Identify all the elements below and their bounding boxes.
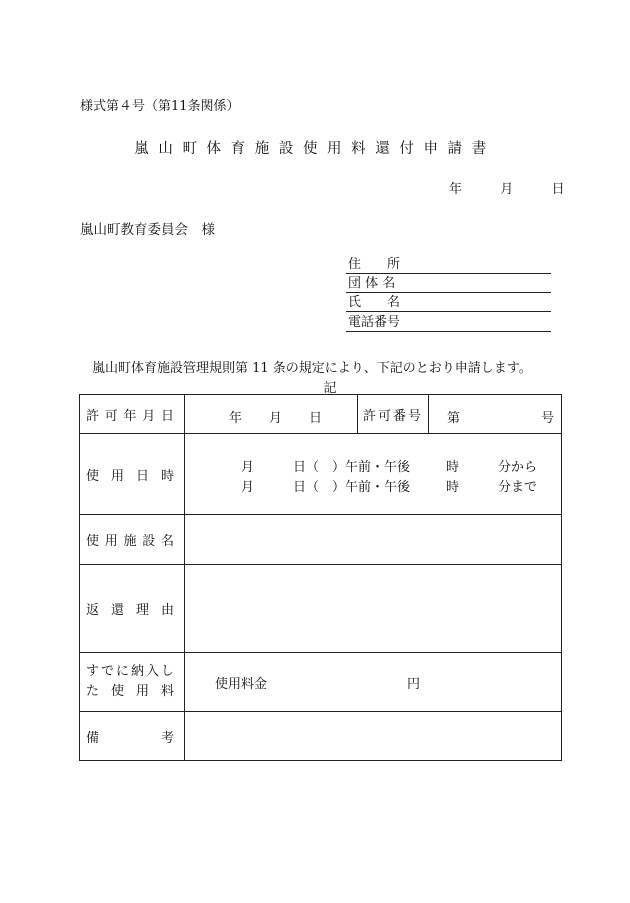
label-glyph: 許 — [86, 408, 100, 424]
reason-input-cell[interactable] — [185, 565, 562, 653]
usage-datetime-label — [86, 465, 174, 484]
paid-fee-content — [185, 653, 561, 711]
paid-fee-label-line2 — [86, 682, 174, 702]
table-row — [80, 565, 562, 653]
paid-fee-label-line1 — [86, 662, 174, 682]
label-glyph: 設 — [142, 534, 156, 549]
table-row — [80, 395, 562, 434]
usage-datetime-label-cell — [80, 434, 185, 515]
to-ampm: 午前・午後 — [345, 480, 411, 495]
to-month: 月 — [241, 480, 255, 495]
applicant-address-label: 住 所 — [348, 257, 401, 272]
label-glyph: 還 — [110, 603, 124, 618]
remarks-label-a: 備 — [86, 730, 100, 746]
label-glyph: た — [86, 684, 100, 699]
label-glyph: 由 — [160, 603, 174, 618]
statement: 嵐山町体育施設管理規則第 11 条の規定により、下記のとおり申請します。 — [92, 361, 532, 376]
permit-date-month: 月 — [269, 411, 283, 426]
applicant-organization-label: 団 体 名 — [348, 276, 396, 291]
label-glyph: 納 — [130, 664, 144, 679]
label-glyph: 入 — [145, 664, 159, 679]
label-glyph: 使 — [86, 468, 100, 484]
date-day: 日 — [551, 182, 565, 197]
date-year: 年 — [449, 182, 463, 197]
paid-fee-cell[interactable] — [185, 653, 562, 712]
date-line — [449, 178, 565, 197]
permit-date-label — [86, 405, 174, 424]
applicant-name-label: 氏 名 — [348, 295, 401, 310]
permit-number-label-cell — [358, 395, 429, 434]
label-glyph: 可 — [104, 408, 118, 424]
usage-datetime-cell[interactable] — [185, 434, 562, 515]
from-ampm: 午前・午後 — [345, 460, 411, 475]
label-glyph: 使 — [86, 534, 100, 549]
label-glyph: 名 — [160, 534, 174, 549]
remarks-label-b: 考 — [160, 730, 174, 746]
label-glyph: 施 — [123, 534, 137, 549]
from-hour: 時 — [446, 460, 460, 475]
label-glyph: す — [86, 664, 100, 679]
remarks-input-cell[interactable] — [185, 712, 562, 761]
permit-date-label-cell — [80, 395, 185, 434]
to-day: 日（ ） — [293, 480, 346, 495]
facility-label-cell — [80, 515, 185, 565]
permit-number-cell[interactable] — [429, 395, 562, 434]
from-month: 月 — [241, 460, 255, 475]
application-table — [79, 394, 562, 761]
remarks-label-cell — [80, 712, 185, 761]
applicant-phone-label: 電話番号 — [348, 315, 401, 330]
form-number: 様式第４号（第11条関係） — [80, 99, 240, 114]
label-glyph: 月 — [142, 408, 156, 424]
label-glyph: 料 — [160, 684, 174, 699]
ki-heading: 記 — [323, 381, 337, 396]
reason-label — [86, 599, 174, 618]
label-glyph: 年 — [123, 408, 137, 424]
label-glyph: で — [100, 664, 114, 679]
permit-number-label: 許可番号 — [362, 408, 423, 424]
label-glyph: に — [115, 664, 129, 679]
facility-input-cell[interactable] — [185, 515, 562, 565]
label-glyph: 日 — [160, 408, 174, 424]
reason-label-cell — [80, 565, 185, 653]
to-minute: 分まで — [498, 480, 538, 495]
paid-fee-label — [86, 662, 184, 702]
permit-date-content — [185, 395, 357, 433]
to-hour: 時 — [446, 480, 460, 495]
usage-datetime-content — [185, 434, 561, 514]
table-row — [80, 515, 562, 565]
label-glyph: 用 — [135, 684, 149, 699]
table-row — [80, 434, 562, 515]
table-row — [80, 653, 562, 712]
permit-date-year: 年 — [229, 411, 243, 426]
label-glyph: 用 — [110, 468, 124, 484]
date-month: 月 — [500, 182, 514, 197]
label-glyph: 返 — [86, 603, 100, 618]
permit-date-cell[interactable] — [185, 395, 358, 434]
remarks-label — [86, 727, 174, 746]
permit-number-suffix: 号 — [541, 411, 555, 426]
facility-label — [86, 530, 174, 549]
applicant-name-field[interactable] — [346, 293, 551, 312]
addressee: 嵐山町教育委員会 様 — [80, 222, 215, 238]
form-title: 嵐山町体育施設使用料還付申請書 — [134, 141, 496, 157]
applicant-phone-field[interactable] — [346, 313, 551, 332]
label-glyph: し — [160, 664, 174, 679]
from-minute: 分から — [498, 460, 538, 475]
label-glyph: 使 — [110, 684, 124, 699]
table-row — [80, 712, 562, 761]
label-glyph: 理 — [135, 603, 149, 618]
from-day: 日（ ） — [293, 460, 346, 475]
paid-fee-label-cell — [80, 653, 185, 712]
fee-unit: 円 — [407, 677, 421, 692]
label-glyph: 用 — [104, 534, 118, 549]
permit-number-content — [429, 395, 561, 433]
permit-date-day: 日 — [309, 411, 323, 426]
label-glyph: 日 — [135, 468, 149, 484]
label-glyph: 時 — [160, 468, 174, 484]
permit-number-prefix: 第 — [447, 411, 461, 426]
fee-label: 使用料金 — [215, 677, 268, 692]
